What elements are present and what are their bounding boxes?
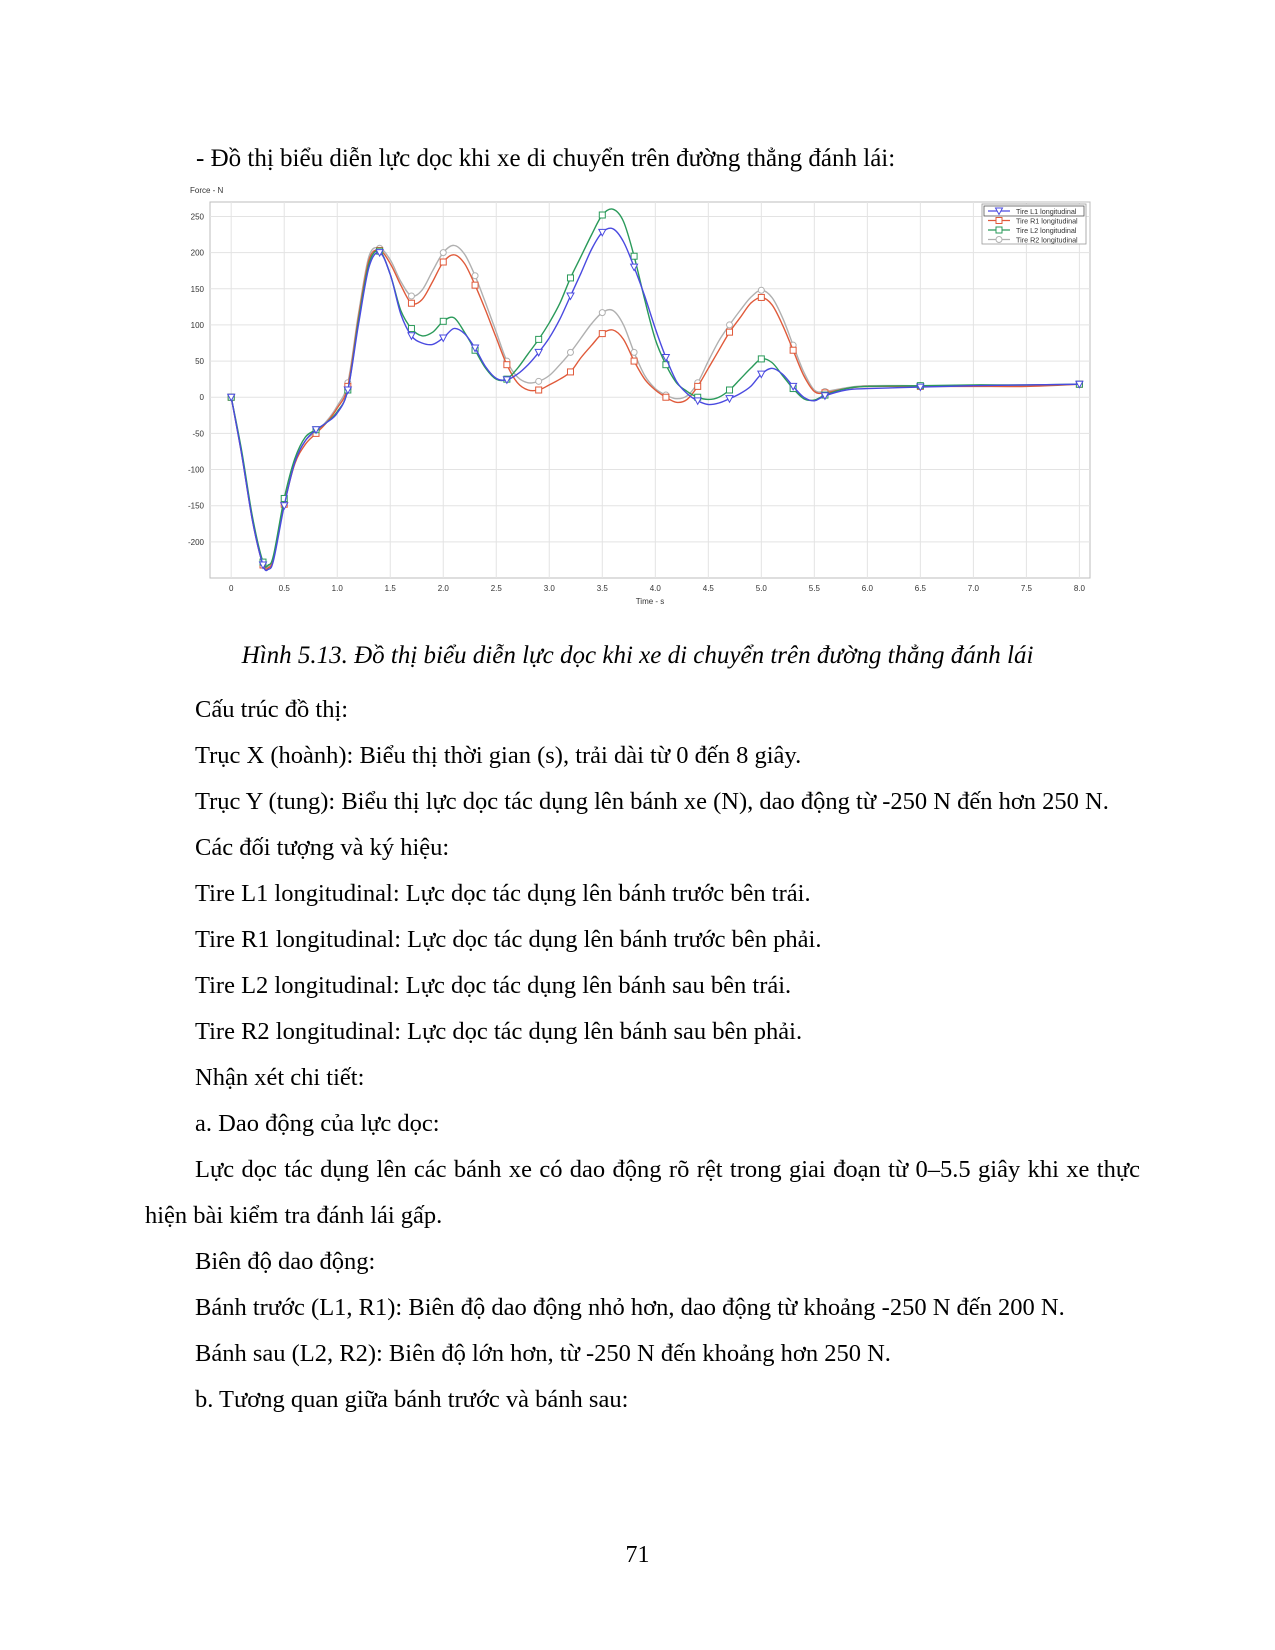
x-tick-label: 7.5 <box>1020 584 1032 593</box>
paragraph: Tire L2 longitudinal: Lực dọc tác dụng lên bánh sau bên trái. <box>195 972 792 999</box>
data-point-marker <box>599 331 605 337</box>
y-axis-label: Force - N <box>190 186 224 195</box>
x-tick-label: 4.0 <box>649 584 661 593</box>
x-tick-label: 1.5 <box>384 584 396 593</box>
data-point-marker <box>631 253 637 259</box>
paragraph: a. Dao động của lực dọc: <box>195 1110 440 1137</box>
x-tick-label: 5.0 <box>755 584 767 593</box>
paragraph: Tire R1 longitudinal: Lực dọc tác dụng lên bánh trước bên phải. <box>195 926 822 953</box>
paragraph: Bánh sau (L2, R2): Biên độ lớn hơn, từ -250 N đến khoảng hơn 250 N. <box>195 1340 891 1367</box>
x-tick-label: 7.0 <box>967 584 979 593</box>
data-point-marker <box>758 287 764 293</box>
data-point-marker <box>504 362 510 368</box>
data-point-marker <box>695 383 701 389</box>
paragraph: Nhận xét chi tiết: <box>195 1064 365 1091</box>
plot-area <box>210 202 1090 578</box>
data-point-marker <box>663 394 669 400</box>
y-tick-label: 0 <box>199 393 204 403</box>
y-tick-label: -100 <box>187 465 204 475</box>
paragraph: Các đối tượng và ký hiệu: <box>195 834 450 861</box>
legend-label: Tire L2 longitudinal <box>1016 226 1077 235</box>
y-tick-label: 250 <box>190 212 204 222</box>
x-tick-label: 2.5 <box>490 584 502 593</box>
data-point-marker <box>440 250 446 256</box>
y-tick-label: 150 <box>190 284 204 294</box>
paragraph: Bánh trước (L1, R1): Biên độ dao động nhỏ hơn, dao động từ khoảng -250 N đến 200 N. <box>195 1294 1065 1321</box>
data-point-marker <box>440 318 446 324</box>
x-tick-label: 3.0 <box>543 584 555 593</box>
data-point-marker <box>631 358 637 364</box>
legend-marker <box>996 237 1002 243</box>
data-point-marker <box>727 329 733 335</box>
data-point-marker <box>536 387 542 393</box>
x-tick-label: 8.0 <box>1073 584 1085 593</box>
x-tick-label: 6.0 <box>861 584 873 593</box>
data-point-marker <box>472 273 478 279</box>
data-point-marker <box>758 294 764 300</box>
data-point-marker <box>631 349 637 355</box>
x-axis-label: Time - s <box>635 597 665 606</box>
y-tick-label: -50 <box>192 429 204 439</box>
paragraph: Lực dọc tác dụng lên các bánh xe có dao động rõ rệt trong giai đoạn từ 0–5.5 giây khi xe thực hiện bài kiểm tra đánh lái gấp. <box>145 1156 1140 1229</box>
data-point-marker <box>408 300 414 306</box>
legend-label: Tire R2 longitudinal <box>1016 235 1078 245</box>
x-tick-label: 4.5 <box>702 584 714 593</box>
y-tick-label: 100 <box>190 320 204 330</box>
x-tick-label: 2.0 <box>437 584 449 593</box>
legend-marker <box>996 227 1002 233</box>
paragraph: Tire R2 longitudinal: Lực dọc tác dụng lên bánh sau bên phải. <box>195 1018 803 1045</box>
paragraph: Trục Y (tung): Biểu thị lực dọc tác dụng lên bánh xe (N), dao động từ -250 N đến hơn 250 N. <box>195 788 1109 815</box>
page-number: 71 <box>625 1542 650 1568</box>
data-point-marker <box>599 310 605 316</box>
paragraph: Cấu trúc đồ thị: <box>195 696 349 723</box>
paragraph: b. Tương quan giữa bánh trước và bánh sau: <box>195 1386 629 1413</box>
data-point-marker <box>727 387 733 393</box>
legend-label: Tire R1 longitudinal <box>1016 216 1078 226</box>
paragraph: Biên độ dao động: <box>195 1248 376 1275</box>
y-tick-label: 50 <box>195 357 204 367</box>
data-point-marker <box>472 282 478 288</box>
x-tick-label: 3.5 <box>596 584 608 593</box>
chart-svg <box>187 186 1150 635</box>
data-point-marker <box>440 259 446 265</box>
data-point-marker <box>599 212 605 218</box>
x-tick-label: 5.5 <box>808 584 820 593</box>
x-tick-label: 0 <box>228 584 234 593</box>
data-point-marker <box>567 369 573 375</box>
y-tick-label: -150 <box>187 501 204 511</box>
x-tick-label: 6.5 <box>914 584 926 593</box>
intro-line: - Đồ thị biểu diễn lực dọc khi xe di chuyển trên đường thẳng đánh lái: <box>196 145 896 172</box>
data-point-marker <box>567 275 573 281</box>
body-text <box>145 687 1140 1423</box>
longitudinal-force-chart <box>187 186 1150 635</box>
data-point-marker <box>567 349 573 355</box>
data-point-marker <box>727 322 733 328</box>
y-tick-label: -200 <box>187 537 204 547</box>
paragraph: Tire L1 longitudinal: Lực dọc tác dụng lên bánh trước bên trái. <box>195 880 811 907</box>
x-tick-label: 0.5 <box>278 584 290 593</box>
data-point-marker <box>408 326 414 332</box>
data-point-marker <box>790 347 796 353</box>
data-point-marker <box>758 356 764 362</box>
x-tick-label: 1.0 <box>331 584 343 593</box>
figure-caption: Hình 5.13. Đồ thị biểu diễn lực dọc khi xe di chuyển trên đường thẳng đánh lái <box>241 642 1034 669</box>
paragraph: Trục X (hoành): Biểu thị thời gian (s), trải dài từ 0 đến 8 giây. <box>195 742 802 769</box>
data-point-marker <box>408 293 414 299</box>
legend-marker <box>996 218 1002 224</box>
legend-label: Tire L1 longitudinal <box>1016 207 1077 216</box>
y-tick-label: 200 <box>190 248 204 258</box>
data-point-marker <box>536 336 542 342</box>
data-point-marker <box>536 378 542 384</box>
